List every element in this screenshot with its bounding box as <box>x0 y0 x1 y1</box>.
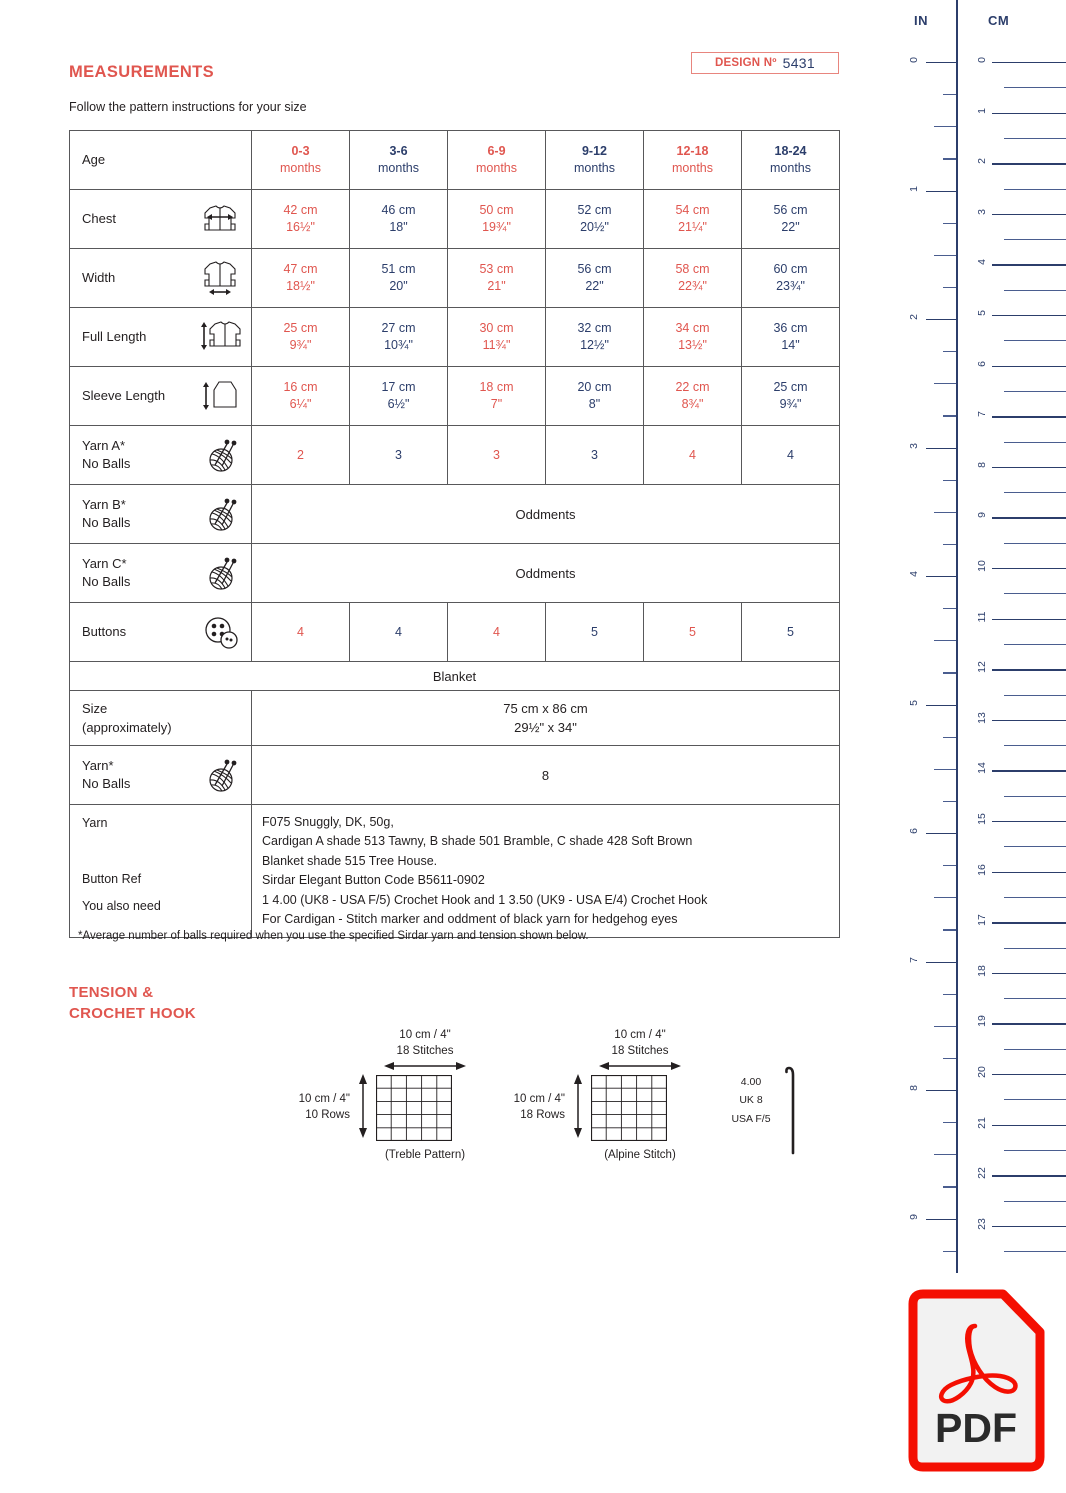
ruler-cm-tick-major <box>992 366 1066 367</box>
ruler-inch-tick-minor <box>943 94 956 95</box>
ruler-inch-label: 5 <box>908 699 920 706</box>
ruler-axis-line <box>956 0 958 1273</box>
detail-line-4: 1 4.00 (UK8 - USA F/5) Crochet Hook and 1 3.50 (UK9 - USA E/4) Crochet Hook <box>262 892 708 907</box>
swatch-top-labels-alpine: 10 cm / 4" 18 Stitches <box>611 1029 669 1057</box>
page-subtitle: Follow the pattern instructions for your size <box>69 100 307 114</box>
size-header-5: 18-24 months <box>742 131 840 190</box>
crochet-hook-group <box>728 1063 802 1160</box>
ruler-cm-tick-minor <box>1004 340 1066 341</box>
full-length-value-3: 32 cm 12½" <box>546 308 644 367</box>
ruler-inch-tick-minor <box>934 383 956 384</box>
ruler-inch-tick-minor <box>943 223 956 224</box>
ruler-inch-tick-minor <box>943 672 956 673</box>
ruler-cm-label-value: 6 <box>976 360 988 367</box>
ruler-inch-tick-minor <box>943 1186 956 1187</box>
yarn-detail-labels <box>70 805 252 938</box>
crochet-hook-labels <box>728 1063 774 1128</box>
ruler-cm-tick-minor <box>1004 998 1066 999</box>
yarn-detail-body <box>252 805 840 938</box>
sleeve-length-value-2: 18 cm 7" <box>448 367 546 426</box>
ruler-inch-tick-minor <box>943 158 956 159</box>
table-row-chest <box>70 190 840 249</box>
ruler-cm-label-value: 3 <box>976 208 988 215</box>
swatch-caption-alpine: (Alpine Stitch) <box>604 1149 676 1162</box>
size-header-2: 6-9 months <box>448 131 546 190</box>
ruler-inch-tick-minor <box>943 480 956 481</box>
ruler-cm-tick-minor <box>1004 1049 1066 1050</box>
ruler-inch-tick-minor <box>934 512 956 513</box>
ruler-inch-tick-major <box>926 319 956 320</box>
ruler-inch-label: 0 <box>908 57 920 63</box>
full-length-value-5: 36 cm 14" <box>742 308 840 367</box>
row-label-buttons: Buttons <box>70 603 252 662</box>
ruler-cm-label-value: 5 <box>976 310 988 316</box>
ruler-cm-tick-minor <box>1004 138 1066 139</box>
yarn-a-value-4: 4 <box>644 426 742 485</box>
ruler-inch-tick-major <box>926 705 956 706</box>
blanket-size-value: 75 cm x 86 cm 29½" x 34" <box>252 691 840 746</box>
ruler-cm-label-value: 18 <box>976 964 988 977</box>
detail-label-yarn: Yarn <box>82 816 108 830</box>
tension-title-line2: CROCHET HOOK <box>69 1005 196 1023</box>
ruler-inch-tick-minor <box>934 255 956 256</box>
ruler-cm-label-value: 15 <box>976 813 988 825</box>
pdf-label: PDF <box>935 1405 1017 1451</box>
width-value-3: 56 cm 22" <box>546 249 644 308</box>
table-row-age <box>70 131 840 190</box>
ruler-cm-tick-major <box>992 1023 1066 1024</box>
ruler-inch-tick-minor <box>934 1154 956 1155</box>
detail-line-3: Sirdar Elegant Button Code B5611-0902 <box>262 873 485 888</box>
row-label-yarn-c: Yarn C* No Balls <box>70 544 252 603</box>
ruler-inch-tick-minor <box>943 351 956 352</box>
cardigan-hem-width-icon <box>197 255 243 301</box>
ruler-inch-tick-minor <box>943 737 956 738</box>
page-title: MEASUREMENTS <box>69 63 215 81</box>
table-row-blanket-header <box>70 662 840 691</box>
blanket-yarn-value: 8 <box>252 746 840 805</box>
ruler-cm-tick-major <box>992 669 1066 670</box>
sleeve-length-value-3: 20 cm 8" <box>546 367 644 426</box>
chest-value-3: 52 cm 20½" <box>546 190 644 249</box>
swatch-top-labels-treble: 10 cm / 4" 18 Stitches <box>396 1029 454 1057</box>
ruler-cm-label-value: 20 <box>976 1066 988 1078</box>
yarn-ball-icon <box>197 550 243 596</box>
row-label-yarn-b: Yarn B* No Balls <box>70 485 252 544</box>
width-value-0: 47 cm 18½" <box>252 249 350 308</box>
tension-swatch-treble <box>258 1028 500 1161</box>
ruler-cm-tick-minor <box>1004 695 1066 696</box>
ruler-cm-label: CM <box>988 13 1010 28</box>
ruler-cm-tick-minor <box>1004 1251 1066 1252</box>
size-header-3: 9-12 months <box>546 131 644 190</box>
sleeve-length-value-1: 17 cm 6½" <box>350 367 448 426</box>
ruler-cm-label-value: 4 <box>976 259 988 266</box>
ruler-inch-tick-minor <box>943 287 956 288</box>
chest-value-4: 54 cm 21¼" <box>644 190 742 249</box>
ruler-cm-label-value: 12 <box>976 661 988 674</box>
ruler-cm-label-value: 7 <box>976 411 988 418</box>
ruler-cm-tick-major <box>992 264 1066 265</box>
ruler-cm-tick-minor <box>1004 1150 1066 1151</box>
ruler-cm-tick-major <box>992 1074 1066 1075</box>
ruler-inch-tick-major <box>926 833 956 834</box>
swatch-left-arrow-alpine <box>571 1073 585 1142</box>
sleeve-length-value-5: 25 cm 9¾" <box>742 367 840 426</box>
ruler-cm-tick-major <box>992 517 1066 518</box>
footnote-text: *Average number of balls required when you use the specified Sirdar yarn and tension shown below. <box>78 930 589 942</box>
ruler-cm-tick-major <box>992 568 1066 569</box>
ruler-inch-tick-minor <box>934 1026 956 1027</box>
ruler-cm-label-value: 9 <box>976 512 988 519</box>
swatch-left-labels-alpine: 10 cm / 4" 18 Rows <box>513 1093 565 1121</box>
ruler-cm-label-value: 11 <box>976 611 988 623</box>
ruler-cm-tick-major <box>992 467 1066 468</box>
table-row-blanket-size <box>70 691 840 746</box>
swatch-body-alpine <box>473 1073 715 1142</box>
swatch-top-arrow-alpine <box>565 1059 715 1073</box>
buttons-value-3: 5 <box>546 603 644 662</box>
size-header-4: 12-18 months <box>644 131 742 190</box>
buttons-value-1: 4 <box>350 603 448 662</box>
ruler-cm-tick-minor <box>1004 745 1066 746</box>
ruler-cm-tick-major <box>992 973 1066 974</box>
full-length-value-4: 34 cm 13½" <box>644 308 742 367</box>
full-length-value-1: 27 cm 10¾" <box>350 308 448 367</box>
ruler-cm-tick-major <box>992 872 1066 873</box>
ruler-cm-tick-major <box>992 922 1066 923</box>
ruler-inches-label: IN <box>914 13 928 28</box>
row-label-width: Width <box>70 249 252 308</box>
ruler-cm-label-value: 8 <box>976 461 988 468</box>
ruler-inch-label: 9 <box>908 1213 920 1220</box>
ruler-inch-label: 8 <box>908 1085 920 1091</box>
swatch-caption-treble: (Treble Pattern) <box>384 1149 466 1162</box>
ruler-inch-tick-major <box>926 1090 956 1091</box>
row-label-blanket-size: Size (approximately) <box>70 691 252 746</box>
crochet-hook-icon <box>784 1063 802 1160</box>
ruler-inch-tick-major <box>926 62 956 63</box>
ruler-inch-tick-minor <box>934 769 956 770</box>
tension-section-title <box>69 982 196 1025</box>
table-row-yarn-c <box>70 544 840 603</box>
detail-line-0: F075 Snuggly, DK, 50g, <box>262 815 394 829</box>
ruler-inch-tick-major <box>926 962 956 963</box>
ruler-inch-tick-minor <box>934 126 956 127</box>
ruler-cm-tick-major <box>992 214 1066 215</box>
detail-line-1: Cardigan A shade 513 Tawny, B shade 501 Bramble, C shade 428 Soft Brown <box>262 834 693 849</box>
row-label-sleeve-length: Sleeve Length <box>70 367 252 426</box>
ruler-inch-tick-minor <box>943 1251 956 1252</box>
ruler-cm-tick-major <box>992 416 1066 417</box>
ruler-cm-tick-minor <box>1004 87 1066 88</box>
ruler-cm-label-value: 17 <box>976 914 988 927</box>
ruler-inch-label: 6 <box>908 828 920 834</box>
width-value-4: 58 cm 22¾" <box>644 249 742 308</box>
chest-value-2: 50 cm 19¾" <box>448 190 546 249</box>
ruler-inch-tick-minor <box>943 544 956 545</box>
ruler-cm-tick-minor <box>1004 391 1066 392</box>
measurements-table <box>69 130 840 938</box>
yarn-c-value: Oddments <box>252 544 840 603</box>
chest-value-5: 56 cm 22" <box>742 190 840 249</box>
design-number-value: 5431 <box>782 55 815 71</box>
ruler-inch-tick-minor <box>943 865 956 866</box>
hook-uk: UK 8 <box>739 1094 763 1107</box>
ruler-inch-tick-minor <box>943 929 956 930</box>
yarn-a-value-1: 3 <box>350 426 448 485</box>
chest-value-1: 46 cm 18" <box>350 190 448 249</box>
ruler-inch-tick-major <box>926 1219 956 1220</box>
ruler-cm-tick-minor <box>1004 897 1066 898</box>
swatch-left-labels-treble: 10 cm / 4" 10 Rows <box>298 1093 350 1121</box>
ruler-inch-tick-major <box>926 576 956 577</box>
ruler-cm-tick-major <box>992 62 1066 63</box>
row-label-yarn-a: Yarn A* No Balls <box>70 426 252 485</box>
width-value-2: 53 cm 21" <box>448 249 546 308</box>
ruler-inch-tick-minor <box>943 608 956 609</box>
ruler-inch-tick-minor <box>934 897 956 898</box>
cardigan-full-length-icon <box>197 314 243 360</box>
ruler-inch-tick-major <box>926 448 956 449</box>
buttons-value-0: 4 <box>252 603 350 662</box>
swatch-body-treble <box>258 1073 500 1142</box>
row-label-full-length: Full Length <box>70 308 252 367</box>
ruler-inch-label: 7 <box>908 956 920 963</box>
ruler-inch-tick-minor <box>943 415 956 416</box>
ruler-sidebar <box>888 0 1066 1493</box>
yarn-a-value-5: 4 <box>742 426 840 485</box>
ruler-inch-tick-minor <box>943 1122 956 1123</box>
row-label-age: Age <box>70 131 252 190</box>
buttons-value-2: 4 <box>448 603 546 662</box>
yarn-a-value-2: 3 <box>448 426 546 485</box>
ruler-cm-tick-minor <box>1004 442 1066 443</box>
ruler-cm-tick-major <box>992 1175 1066 1176</box>
sleeve-length-value-4: 22 cm 8¾" <box>644 367 742 426</box>
ruler-cm-tick-minor <box>1004 796 1066 797</box>
size-header-1: 3-6 months <box>350 131 448 190</box>
ruler-cm-label-value: 10 <box>976 560 988 572</box>
ruler-inch-label: 1 <box>908 185 920 192</box>
table-row-width <box>70 249 840 308</box>
ruler-cm-tick-minor <box>1004 189 1066 190</box>
ruler-cm-tick-minor <box>1004 644 1066 645</box>
ruler-cm-tick-major <box>992 770 1066 771</box>
ruler-inch-label: 4 <box>908 571 920 577</box>
width-value-5: 60 cm 23¾" <box>742 249 840 308</box>
ruler-cm-tick-minor <box>1004 948 1066 949</box>
table-row-sleeve-length <box>70 367 840 426</box>
buttons-value-5: 5 <box>742 603 840 662</box>
ruler-cm-tick-minor <box>1004 290 1066 291</box>
ruler-cm-label-value: 1 <box>976 107 988 114</box>
swatch-left-arrow-treble <box>356 1073 370 1142</box>
ruler-cm-tick-major <box>992 1226 1066 1227</box>
ruler-inch-tick-major <box>926 191 956 192</box>
ruler-cm-label-value: 16 <box>976 863 988 876</box>
ruler-cm-label-value: 22 <box>976 1167 988 1180</box>
ruler-cm-tick-minor <box>1004 492 1066 493</box>
chest-value-0: 42 cm 16½" <box>252 190 350 249</box>
ruler-cm-tick-minor <box>1004 1201 1066 1202</box>
ruler-cm-label-value: 21 <box>976 1116 988 1129</box>
ruler-inch-tick-minor <box>943 994 956 995</box>
ruler-inch-label: 2 <box>908 314 920 320</box>
swatch-grid-alpine <box>591 1075 667 1141</box>
tension-swatch-alpine <box>473 1028 715 1161</box>
width-value-1: 51 cm 20" <box>350 249 448 308</box>
detail-line-2: Blanket shade 515 Tree House. <box>262 853 438 868</box>
detail-label-button-ref: Button Ref <box>82 872 142 886</box>
swatch-grid-treble <box>376 1075 452 1141</box>
buttons-icon <box>197 609 243 655</box>
ruler-inch-tick-minor <box>943 1058 956 1059</box>
ruler-cm-label-value: 23 <box>976 1217 988 1230</box>
table-row-yarn-b <box>70 485 840 544</box>
design-number-badge <box>691 52 839 74</box>
table-row-full-length <box>70 308 840 367</box>
sleeve-length-value-0: 16 cm 6¼" <box>252 367 350 426</box>
yarn-b-value: Oddments <box>252 485 840 544</box>
full-length-value-0: 25 cm 9¾" <box>252 308 350 367</box>
ruler-cm-tick-major <box>992 315 1066 316</box>
ruler-cm-tick-minor <box>1004 593 1066 594</box>
ruler-cm-label-value: 2 <box>976 158 988 165</box>
ruler-cm-tick-major <box>992 720 1066 721</box>
ruler-cm-tick-major <box>992 619 1066 620</box>
tension-title-line1: TENSION & <box>69 984 154 1001</box>
size-header-0: 0-3 months <box>252 131 350 190</box>
yarn-ball-icon <box>197 432 243 478</box>
ruler-cm-tick-minor <box>1004 543 1066 544</box>
hook-usa: USA F/5 <box>731 1112 771 1125</box>
ruler-cm-label-value: 0 <box>976 57 988 63</box>
ruler-cm-label-value: 14 <box>976 762 988 775</box>
ruler-inch-label: 3 <box>908 442 920 449</box>
detail-line-5: For Cardigan - Stitch marker and oddment of black yarn for hedgehog eyes <box>262 911 678 926</box>
table-row-yarn-details <box>70 805 840 938</box>
ruler-cm-tick-major <box>992 113 1066 114</box>
ruler-cm-tick-minor <box>1004 239 1066 240</box>
table-row-yarn-a <box>70 426 840 485</box>
ruler-cm-tick-minor <box>1004 846 1066 847</box>
yarn-ball-icon <box>197 752 243 798</box>
ruler-inch-tick-minor <box>943 801 956 802</box>
ruler-inch-tick-minor <box>934 640 956 641</box>
ruler-cm-label-value: 13 <box>976 711 988 724</box>
ruler-cm-tick-major <box>992 1125 1066 1126</box>
ruler-cm-tick-major <box>992 163 1066 164</box>
yarn-a-value-3: 3 <box>546 426 644 485</box>
sleeve-length-icon <box>197 373 243 419</box>
ruler-cm-tick-major <box>992 821 1066 822</box>
cardigan-chest-width-icon <box>197 196 243 242</box>
buttons-value-4: 5 <box>644 603 742 662</box>
detail-label-you-also-need: You also need <box>82 899 161 913</box>
yarn-a-value-0: 2 <box>252 426 350 485</box>
hook-size: 4.00 <box>740 1076 762 1088</box>
ruler-cm-label-value: 19 <box>976 1015 988 1028</box>
full-length-value-2: 30 cm 11¾" <box>448 308 546 367</box>
row-label-chest: Chest <box>70 190 252 249</box>
row-label-blanket-yarn: Yarn* No Balls <box>70 746 252 805</box>
ruler-cm-tick-minor <box>1004 1099 1066 1100</box>
design-number-label: DESIGN Nº <box>715 57 777 69</box>
table-row-buttons <box>70 603 840 662</box>
blanket-section-header: Blanket <box>70 662 840 691</box>
pdf-file-icon[interactable] <box>903 1288 1046 1473</box>
table-row-blanket-yarn <box>70 746 840 805</box>
yarn-ball-icon <box>197 491 243 537</box>
